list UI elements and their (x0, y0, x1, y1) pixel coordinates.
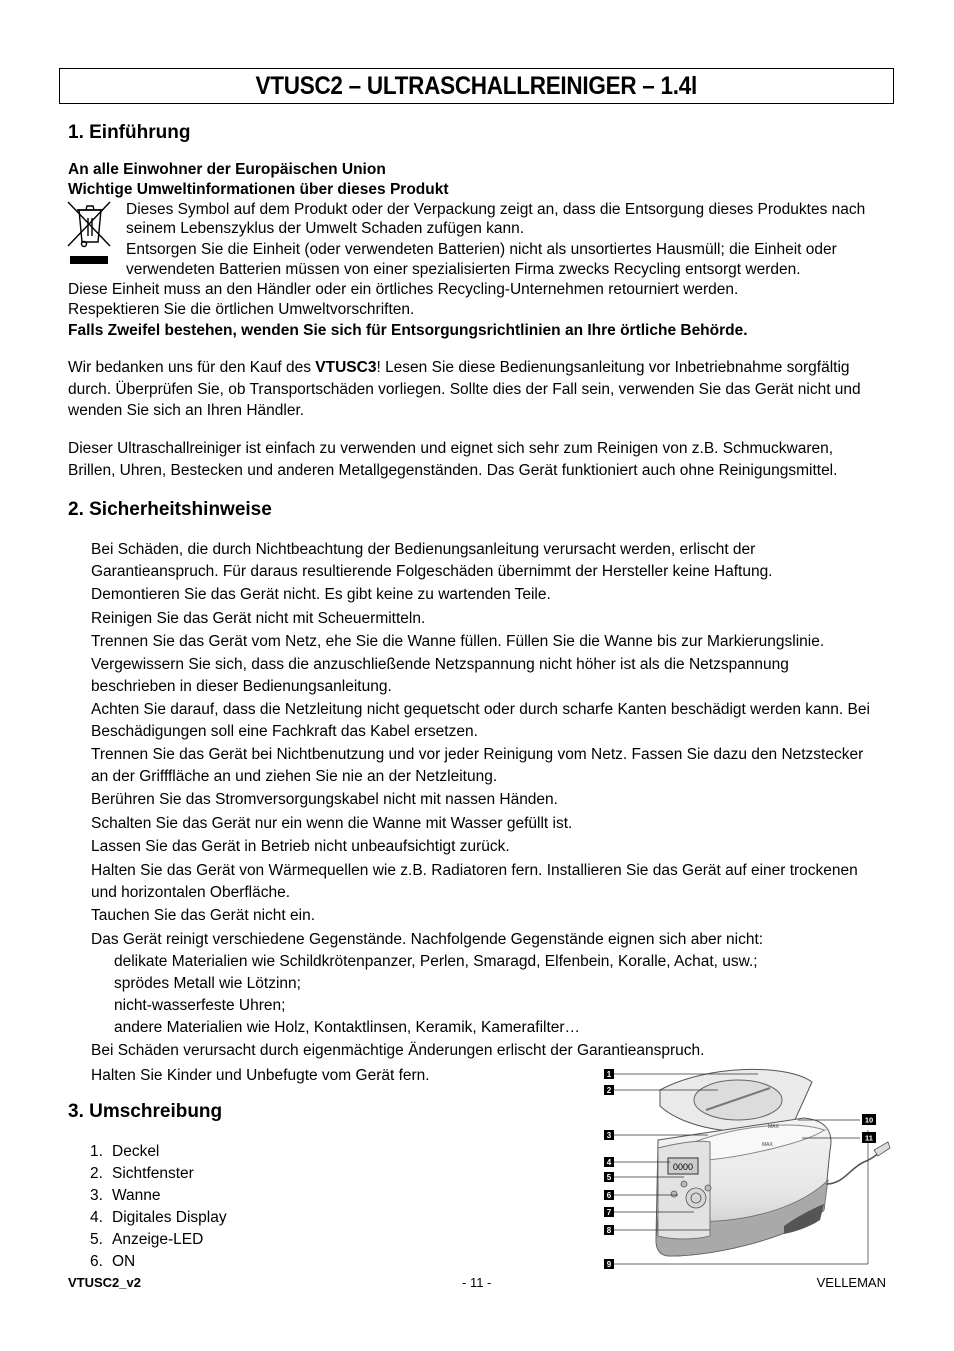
safety-line: Schalten Sie das Gerät nur ein wenn die Wanne mit Wasser gefüllt ist. (91, 815, 573, 832)
page-title: VTUSC2 – ULTRASCHALLREINIGER – 1.4l (255, 71, 698, 100)
safety-subline: andere Materialien wie Holz, Kontaktlinsen, Keramik, Kamerafilter… (114, 1019, 581, 1036)
weee-text-line: Dieses Symbol auf dem Produkt oder der Verpackung zeigt an, dass die Entsorgung dieses Produktes nach (126, 201, 866, 218)
callout-4: 4 (606, 1158, 612, 1167)
safety-line: Trennen Sie das Gerät vom Netz, ehe Sie die Wanne füllen. Füllen Sie die Wanne bis zur Markierungslinie. (91, 633, 825, 650)
max-label: MAX (762, 1142, 773, 1148)
thanks-line (68, 359, 850, 377)
footer-brand: VELLEMAN (816, 1275, 886, 1290)
thanks-line: durch. Überprüfen Sie, ob Transportschäden vorliegen. Sollte dies der Fall sein, verwenden Sie das Gerät nicht und (68, 381, 861, 398)
callout-11: 11 (865, 1133, 873, 1143)
max-label: MAX (768, 1124, 779, 1130)
safety-line: beschrieben in dieser Bedienungsanleitung. (91, 678, 392, 695)
callout-7: 7 (606, 1208, 612, 1217)
list-item: 1. Deckel (90, 1143, 160, 1160)
weee-text-line: verwendeten Batterien müssen von einer spezialisierten Firma zwecks Recycling entsorgt werden. (126, 261, 801, 278)
intro-line: Brillen, Uhren, Bestecken und anderen Metallgegenständen. Das Gerät funktioniert auch ohne Reinigungsmittel. (68, 462, 838, 479)
intro-line: Dieser Ultraschallreiniger ist einfach zu verwenden und eignet sich sehr zum Reinigen von z.B. Schmuckwaren, (68, 440, 834, 457)
safety-line: Bei Schäden verursacht durch eigenmächtige Änderungen erlischt der Garantieanspruch. (91, 1042, 705, 1059)
safety-line: Bei Schäden, die durch Nichtbeachtung der Bedienungsanleitung verursacht werden, erlischt der (91, 541, 756, 558)
footer-doc-id: VTUSC2_v2 (68, 1275, 141, 1290)
weee-text-line: Entsorgen Sie die Einheit (oder verwendeten Batterien) nicht als unsortiertes Hausmüll; die Einheit oder (126, 241, 837, 258)
weee-bin-icon (66, 200, 114, 266)
thanks-product: VTUSC3 (315, 359, 377, 376)
list-item: 4. Digitales Display (90, 1209, 227, 1226)
callout-8: 8 (606, 1226, 612, 1235)
parts-list (90, 1141, 227, 1273)
section-heading-einfuehrung: 1. Einführung (68, 122, 191, 143)
respect-line: Respektieren Sie die örtlichen Umweltvorschriften. (68, 301, 415, 318)
callout-2: 2 (606, 1086, 612, 1095)
safety-line: an der Grifffläche an und ziehen Sie nie an der Netzleitung. (91, 768, 498, 785)
safety-subline: nicht-wasserfeste Uhren; (114, 997, 286, 1014)
safety-line: Lassen Sie das Gerät in Betrieb nicht unbeaufsichtigt zurück. (91, 838, 510, 855)
safety-line: Tauchen Sie das Gerät nicht ein. (91, 907, 316, 924)
safety-line: Achten Sie darauf, dass die Netzleitung nicht gequetscht oder durch scharfe Kanten beschädigt werden kann. Bei (91, 701, 870, 718)
eu-line-1: An alle Einwohner der Europäischen Union (68, 161, 386, 178)
doubt-line: Falls Zweifel bestehen, wenden Sie sich für Entsorgungsrichtlinien an Ihre örtliche Behörde. (68, 322, 748, 339)
safety-line: Halten Sie Kinder und Unbefugte vom Gerät fern. (91, 1067, 430, 1084)
safety-line: Beschädigungen soll eine Fachkraft das Kabel ersetzen. (91, 723, 478, 740)
section-heading-sicherheit: 2. Sicherheitshinweise (68, 499, 272, 520)
callout-9: 9 (606, 1260, 612, 1269)
footer-page-number: - 11 - (462, 1275, 492, 1290)
safety-subline: sprödes Metall wie Lötzinn; (114, 975, 301, 992)
list-item: 2. Sichtfenster (90, 1165, 194, 1182)
safety-line: Berühren Sie das Stromversorgungskabel nicht mit nassen Händen. (91, 791, 558, 808)
list-item: 3. Wanne (90, 1187, 161, 1204)
safety-line: Das Gerät reinigt verschiedene Gegenstände. Nachfolgende Gegenstände eignen sich aber nicht: (91, 931, 764, 948)
list-item: 5. Anzeige-LED (90, 1231, 204, 1248)
safety-line: Garantieanspruch. Für daraus resultierende Folgeschäden übernimmt der Hersteller keine Haftung. (91, 563, 773, 580)
thanks-line: wenden Sie sich an Ihren Händler. (68, 402, 305, 419)
callout-10: 10 (864, 1115, 874, 1125)
title-box (59, 68, 894, 104)
list-item: 6. ON (90, 1253, 136, 1270)
callout-3: 3 (606, 1131, 612, 1140)
return-line: Diese Einheit muss an den Händler oder ein örtliches Recycling-Unternehmen retourniert werden. (68, 281, 739, 298)
thanks-pre: Wir bedanken uns für den Kauf des (68, 359, 316, 376)
safety-subline: delikate Materialien wie Schildkrötenpanzer, Perlen, Smaragd, Elfenbein, Koralle, Achat, usw.; (114, 953, 758, 970)
safety-line: Halten Sie das Gerät von Wärmequellen wie z.B. Radiatoren fern. Installieren Sie das Gerät auf einer trockenen (91, 862, 858, 879)
thanks-post: ! Lesen Sie diese Bedienungsanleitung vor Inbetriebnahme sorgfältig (376, 359, 850, 376)
callout-1: 1 (606, 1070, 612, 1079)
safety-line: Reinigen Sie das Gerät nicht mit Scheuermitteln. (91, 610, 426, 627)
safety-line: Trennen Sie das Gerät bei Nichtbenutzung und vor jeder Reinigung vom Netz. Fassen Sie dazu den Netzstecker (91, 746, 864, 763)
weee-text-line: seinem Lebenszyklus der Umwelt Schaden zufügen kann. (126, 220, 525, 237)
eu-line-2: Wichtige Umweltinformationen über dieses Produkt (68, 181, 449, 198)
callout-6: 6 (606, 1191, 612, 1200)
safety-line: Demontieren Sie das Gerät nicht. Es gibt keine zu wartenden Teile. (91, 586, 551, 603)
safety-line: und horizontalen Oberfläche. (91, 884, 291, 901)
callout-5: 5 (606, 1173, 612, 1182)
section-heading-umschreibung: 3. Umschreibung (68, 1101, 223, 1122)
safety-line: Vergewissern Sie sich, dass die anzuschließende Netzspannung nicht höher ist als die Netzspannung (91, 656, 789, 673)
device-illustration (598, 1060, 894, 1272)
display-readout: 0000 (672, 1162, 694, 1172)
